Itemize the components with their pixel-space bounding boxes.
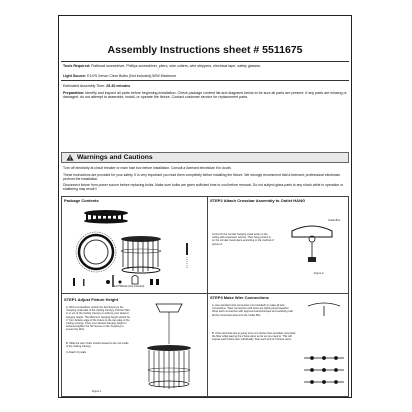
step2-title-tag: HANG (293, 198, 306, 203)
fixture-height-drawing (134, 300, 204, 400)
time-paragraph (63, 84, 347, 88)
wire-connection-drawing (300, 300, 348, 400)
preparation-label: Preparation: (63, 91, 85, 95)
step1-text-b: B. Slide the wire Chain should stowed to fan out inside of the Ceiling Canopy. (66, 342, 129, 349)
light-source-text: E14*5 Xenon Clear Bulbs (Not included),50W Maximum (87, 74, 177, 78)
step1-text-a: A. With a screwdriver unlock the Set Screw on the Coupling underside of the Ceiling Canopy. Pull the Wire in or out of the Ceiling Canopy to achieve your desired hanging height. The Minimum hanging height should be 4" from bottom edge of the fixture to the top edge of the Ceiling Canopy. Once your desired hanging height is achieved tighten the Set Screw on the Coupling to secure the Wire. (66, 306, 130, 332)
light-source-label: Light Source: (63, 74, 87, 78)
step2-title (210, 198, 305, 203)
divider (61, 80, 349, 81)
package-contents-panel (62, 197, 207, 293)
step1-figure-caption: Figure 1 (92, 390, 102, 393)
warning-text-2: These instructions are provided for your safety. It is very important you read them completely before installing the fixture. We strongly recommend that a licensed, professional electrician perform the installation. (63, 173, 341, 182)
package-contents-title: Package Contents (64, 198, 99, 203)
step2-text: A.First fix the circular hanging metal parts on the ceiling with expansion screws. Then hang picture A on the circular metal piece according to the method of picture A. (212, 233, 274, 246)
instruction-sheet (58, 15, 352, 398)
step2-panel (208, 197, 350, 293)
warnings-heading: Warnings and Cautions (77, 154, 153, 161)
outlet-box-label: Outlet Box (328, 219, 341, 222)
warnings-heading-bar (61, 152, 349, 163)
light-source-paragraph (63, 74, 347, 78)
step2-figure-caption: Figure A (314, 272, 324, 275)
step2-title-text: STEP2 Attach Crossbar Assembly to Outlet (210, 198, 293, 203)
step1-title: STEP1 Adjust Fixture Height (64, 297, 119, 302)
warning-triangle-icon (66, 154, 74, 161)
time-label: Estimated Assembly Time: (63, 84, 106, 88)
steps-grid (61, 196, 349, 397)
tools-label: Tools Required: (63, 64, 91, 68)
tools-paragraph (63, 64, 347, 68)
preparation-paragraph (63, 91, 347, 100)
step3-text-b: B. If the electrical wire is going to be cut shorter than provided, strip back the fiber while leaving the 2 bare wires as far as you need to. This will expose each fixture wire individually. Strip each end of 3 fixture wires. (212, 332, 296, 342)
bulbs-note: E14*5Bulbs (Not included) (114, 285, 145, 288)
step1-text-c: C.Attach Crystals (66, 351, 87, 354)
time-value: 25-30 minutes (106, 84, 131, 88)
tools-text: Flathead screwdriver, Phillips screwdriver, pliers, wire cutters, wire strippers, electrical tape, safety glasses. (91, 64, 262, 68)
preparation-text: Identify and inspect all parts before beginning installation. Check package content list and diagrams below to be sure all parts are present. If any parts are missing or damaged, do not attempt to assemble, install, or operate the fixture. Contact customer service for replacement parts. (63, 91, 347, 100)
warning-text-3: Disconnect fixture from power source before replacing bulbs. Make sure bulbs are given sufficient time to cool before removal. Do not subject glass parts to any shock while in operation or shattering may result !! (63, 183, 344, 192)
sheet-title: Assembly Instructions sheet # 5511675 (107, 44, 303, 56)
step3-text-a: A. Use standard wire connectors (not included) to make all wire connections. Twist connectors until wires are tightly joined together. Wrap each connection with approved electrical tape and carefully push all the connected wires into the Outlet Box. (212, 304, 294, 317)
outlet-box-drawing (278, 217, 346, 267)
step3-panel (208, 294, 350, 398)
warning-text-1: Turn off electricity at circuit breaker or main fuse box before installation. Consult a licensed electrician if in doubt. (63, 166, 232, 170)
step1-panel (62, 294, 207, 398)
step3-title: STEP3 Make Wire Connections (210, 295, 269, 300)
title-divider (61, 61, 349, 62)
